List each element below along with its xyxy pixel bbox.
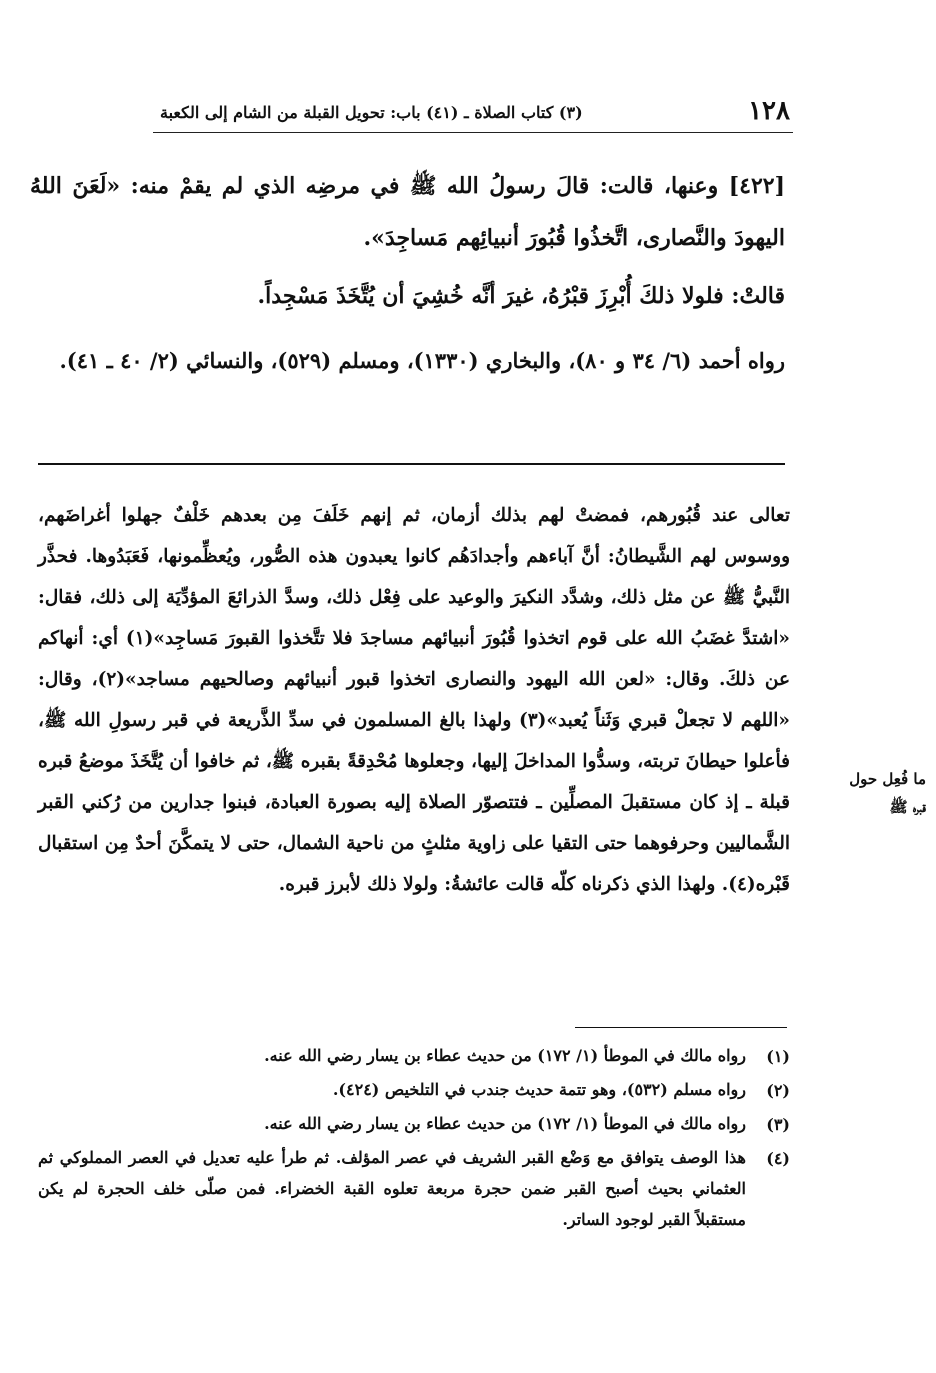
hadith-statement: قالتْ: فلولا ذلكَ أُبْرِزَ قبْرُهُ، غيرَ أنَّه خُشِيَ أن يُتَّخَذَ مَسْجِداً. <box>257 283 785 309</box>
footnote-text: رواه مالك في الموطأ (١/ ١٧٢) من حديث عطاء بن يسار رضي الله عنه. <box>264 1046 746 1065</box>
footnote-4 <box>38 1142 790 1235</box>
footnote-divider <box>575 1027 787 1028</box>
margin-note <box>826 765 926 821</box>
commentary-block <box>38 495 790 905</box>
page-number: ١٢٨ <box>748 96 790 126</box>
footnote-text: رواه مالك في الموطأ (١/ ١٧٢) من حديث عطاء بن يسار رضي الله عنه. <box>264 1114 746 1133</box>
hadith-reference: رواه أحمد (٦/ ٣٤ و ٨٠)، والبخاري (١٣٣٠)، ومسلم (٥٢٩)، والنسائي (٢/ ٤٠ ـ ٤١). <box>59 348 785 373</box>
page-header <box>160 98 790 128</box>
header-divider <box>153 132 793 133</box>
footnote-text: رواه مسلم (٥٣٢)، وهو تتمة حديث جندب في التلخيص (٤٢٤). <box>332 1080 746 1099</box>
footnote-number: (٣) <box>766 1115 790 1134</box>
footnote-number: (٢) <box>766 1081 790 1100</box>
margin-note-line-1: ما فُعِل حول <box>849 770 926 788</box>
footnote-1 <box>38 1040 790 1074</box>
running-title: (٣) كتاب الصلاة ـ (٤١) باب: تحويل القبلة من الشام إلى الكعبة <box>160 103 583 122</box>
footnote-3 <box>38 1108 790 1142</box>
footnote-2 <box>38 1074 790 1108</box>
footnote-number: (١) <box>766 1047 790 1066</box>
hadith-opening: [٤٢٢] وعنها، قالت: قالَ رسولُ الله ﷺ في مرضِه الذي لم يقمْ منه: «لَعَنَ اللهُ اليهودَ والنَّصارى، اتَّخذُوا قُبُورَ أنبيائِهم مَساجِدَ». <box>30 173 785 251</box>
margin-note-line-2: قبره ﷺ <box>889 798 926 816</box>
hadith-block <box>30 160 785 388</box>
footnote-number: (٤) <box>766 1149 790 1168</box>
footnote-text: هذا الوصف يتوافق مع وَضْع القبر الشريف في عصر المؤلف. ثم طرأ عليه تعديل في العصر المملوكي ثم العثماني بحيث أصبح القبر ضمن حجرة مربعة تعلوه القبة الخضراء. فمن صلّى خلف الحجرة لم يكن مستقبلاً القبر لوجود الساتر. <box>38 1148 746 1229</box>
section-divider <box>38 463 785 465</box>
commentary-text: تعالى عند قُبُورهم، فمضتْ لهم بذلك أزمان، ثم إنهم خَلَفَ مِن بعدهم خَلْفٌ جهلوا أغراضَهم، ووسوس لهم الشَّيطانُ: أنَّ آباءهم وأجدادَهُم كانوا يعبدون هذه الصُّور، ويُعظِّمونها، فَعَبَدُوها. فحذَّر النَّبيُّ ﷺ عن مثل ذلك، وشدَّد النكيرَ والوعيد على فِعْل ذلك، وسدَّ الذرائعَ المؤدِّيَة إلى ذلك، فقال: «اشتدَّ غضَبُ الله على قوم اتخذوا قُبُورَ أنبيائهم مساجدَ فلا تتَّخذوا القبورَ مَساجِد»(١) أي: أنهاكم عن ذلكَ. وقال: «لعن الله اليهود والنصارى اتخذوا قبور أنبيائهم وصالحيهم مساجد»(٢)، وقال: «اللهم لا تجعلْ قبري وَثَناً يُعبد»(٣) ولهذا بالغ المسلمون في سدِّ الذَّريعة في قبر رسولِ الله ﷺ، فأعلوا حيطانَ تربته، وسدُّوا المداخلَ إليها، وجعلوها مُحْدِقةً بقبره ﷺ، ثم خافوا أن يُتَّخَذَ موضعُ قبره قبلة ـ إذ كان مستقبلَ المصلِّين ـ فتتصوّر الصلاة إليه بصورة العبادة، فبنوا جدارين من رُكني القبر الشَّماليين وحرفوهما حتى التقيا على زاوية مثلثٍ من ناحية الشمال، حتى لا يتمكَّنَ أحدٌ مِن استقبال قَبْره(٤). ولهذا الذي ذكرناه كلّه قالت عائشةُ: ولولا ذلك لأبرز قبره. <box>38 505 790 895</box>
footnotes <box>38 1040 790 1235</box>
